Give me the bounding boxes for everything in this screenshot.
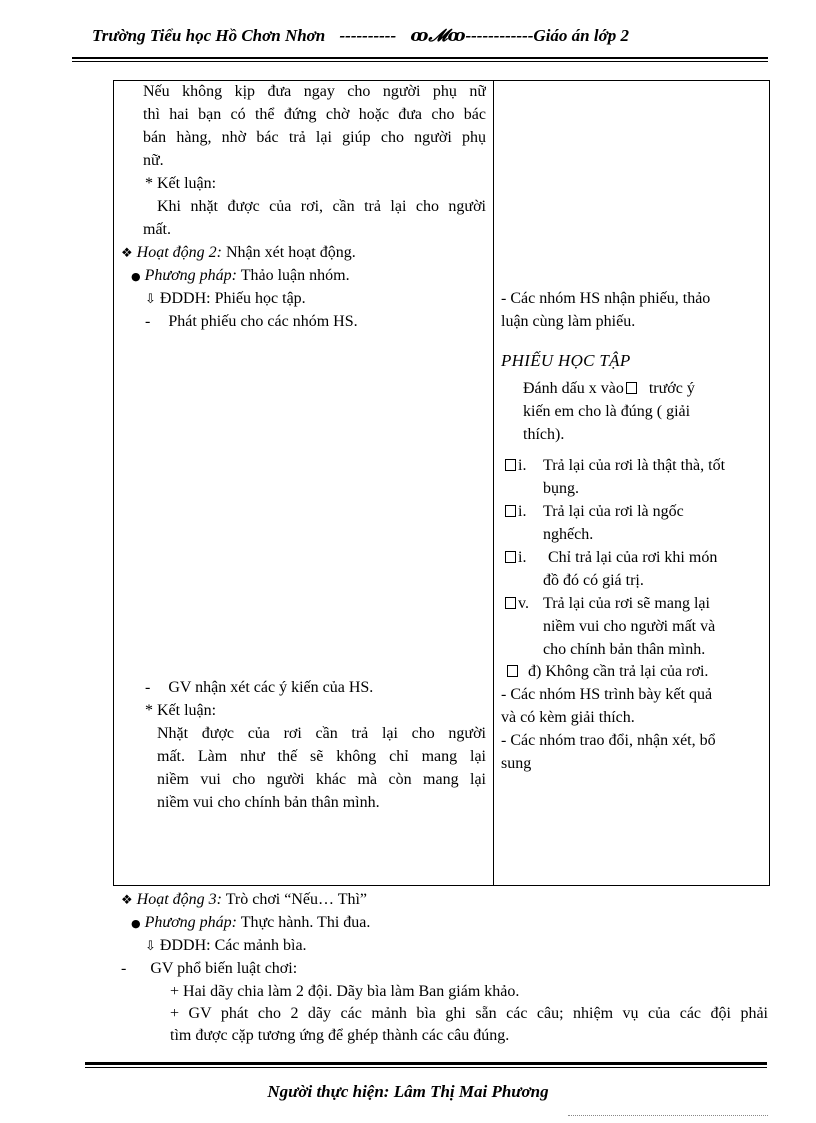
right-r1-line1: - Các nhóm HS nhận phiếu, thảo [501, 290, 711, 307]
rule-plus-1: + Hai dãy chia làm 2 đội. Dãy bìa làm Ban giám khảo. [170, 983, 520, 1000]
left-p1-line2: thì hai bạn có thể đứng chờ hoặc đưa cho bác [143, 106, 486, 123]
phat-phieu: - Phát phiếu cho các nhóm HS. [145, 313, 358, 330]
down-arrow-icon: ⇩ [145, 292, 156, 307]
dot-bullet-icon: ● [131, 917, 141, 930]
item-c: i. [505, 547, 526, 569]
right-r3-line2: sung [501, 755, 532, 772]
instr-line2: kiến em cho là đúng ( giải [523, 403, 691, 420]
left-p1-line1: Nếu không kịp đưa ngay cho người phụ nữ [143, 83, 486, 100]
ketluan2-label: * Kết luận: [145, 702, 217, 719]
header-dashes-left: ---------- [339, 26, 397, 45]
item-d-line2: niềm vui cho người mất và [543, 618, 716, 635]
right-r1-line2: luận cùng làm phiếu. [501, 313, 636, 330]
diamond-bullet-icon: ❖ [121, 893, 133, 908]
school-name: Trường Tiểu học Hồ Chơn Nhơn [92, 26, 326, 45]
checkbox-icon [505, 597, 516, 609]
item-d-line3: cho chính bản thân mình. [543, 641, 706, 658]
checkbox-icon [505, 551, 516, 563]
table-column-divider [493, 80, 494, 886]
checkbox-icon [507, 665, 518, 677]
item-d-line1: Trả lại của rơi sẽ mang lại [543, 595, 710, 612]
ketluan2-line1: Nhặt được của rơi cần trả lại cho người [157, 725, 486, 742]
ketluan1-line1: Khi nhặt được của rơi, cần trả lại cho người [157, 198, 486, 215]
dddh-3: ⇩ ĐDDH: Các mảnh bìa. [145, 937, 307, 954]
item-e: đ) Không cần trả lại của rơi. [507, 661, 708, 683]
footer-dotted-line [568, 1115, 768, 1116]
gv-nhan-xet: - GV nhận xét các ý kiến của HS. [145, 679, 374, 696]
header-rule [72, 57, 768, 59]
dash-bullet: - [145, 313, 151, 330]
item-a-line1: Trả lại của rơi là thật thà, tốt [543, 457, 726, 474]
author-footer: Người thực hiện: Lâm Thị Mai Phương [267, 1082, 549, 1101]
down-arrow-icon: ⇩ [145, 939, 156, 954]
hoat-dong-2: ❖ Hoạt động 2: Nhận xét hoạt động. [121, 244, 356, 261]
ketluan2-line3: niềm vui cho người khác mà còn mang lại [157, 771, 486, 788]
item-b: i. [505, 501, 526, 523]
header-rule-thin [72, 61, 768, 62]
left-p1-line3: bán hàng, nhờ bác trả lại giúp cho người phụ [143, 129, 486, 146]
item-b-line1: Trả lại của rơi là ngốc [543, 503, 684, 520]
footer-rule-thin [85, 1067, 767, 1068]
instr-line1: Đánh dấu x vào trước ý [523, 380, 695, 397]
right-r2-line1: - Các nhóm HS trình bày kết quả [501, 686, 713, 703]
footer-rule [85, 1062, 767, 1065]
phuong-phap-3: ● Phương pháp: Thực hành. Thi đua. [131, 914, 371, 931]
left-p1-line4: nữ. [143, 152, 164, 169]
subject-label: Giáo án lớp 2 [533, 26, 629, 45]
dot-bullet-icon: ● [131, 270, 141, 283]
page-header [92, 26, 629, 46]
hoat-dong-3: ❖ Hoạt động 3: Trò chơi “Nếu… Thì” [121, 891, 368, 908]
item-a-line2: bụng. [543, 480, 579, 497]
phuong-phap-2: ● Phương pháp: Thảo luận nhóm. [131, 267, 350, 284]
checkbox-icon [505, 459, 516, 471]
phieu-hoc-tap-title: PHIẾU HỌC TẬP [501, 351, 631, 370]
ketluan1-label: * Kết luận: [145, 175, 217, 192]
right-r3-line1: - Các nhóm trao đổi, nhận xét, bổ [501, 732, 716, 749]
dddh-2: ⇩ ĐDDH: Phiếu học tập. [145, 290, 306, 307]
diamond-bullet-icon: ❖ [121, 246, 133, 261]
rule-plus-2-line1: + GV phát cho 2 dãy các mảnh bìa ghi sẵn các câu; nhiệm vụ của các đội phải [170, 1005, 768, 1022]
header-ornament: ꝏ𝓜ꝏ [410, 26, 466, 45]
instr-line3: thích). [523, 426, 565, 443]
header-dashes-right: ------------ [465, 26, 534, 45]
dash-bullet: - [145, 679, 151, 696]
checkbox-icon [505, 505, 516, 517]
checkbox-icon [626, 382, 637, 394]
item-c-line2: đồ đó có giá trị. [543, 572, 644, 589]
right-r2-line2: và có kèm giải thích. [501, 709, 635, 726]
ketluan2-line2: mất. Làm như thế sẽ không chỉ mang lại [157, 748, 486, 765]
item-c-line1: Chỉ trả lại của rơi khi món [548, 549, 718, 566]
dash-bullet: - [121, 960, 127, 977]
ketluan1-line2: mất. [143, 221, 171, 238]
item-b-line2: nghếch. [543, 526, 594, 543]
rule-plus-2-line2: tìm được cặp tương ứng để ghép thành các câu đúng. [170, 1027, 510, 1044]
gv-pho-bien: - GV phổ biến luật chơi: [121, 960, 298, 977]
item-d: v. [505, 593, 529, 615]
item-a: i. [505, 455, 526, 477]
ketluan2-line4: niềm vui cho chính bản thân mình. [157, 794, 380, 811]
